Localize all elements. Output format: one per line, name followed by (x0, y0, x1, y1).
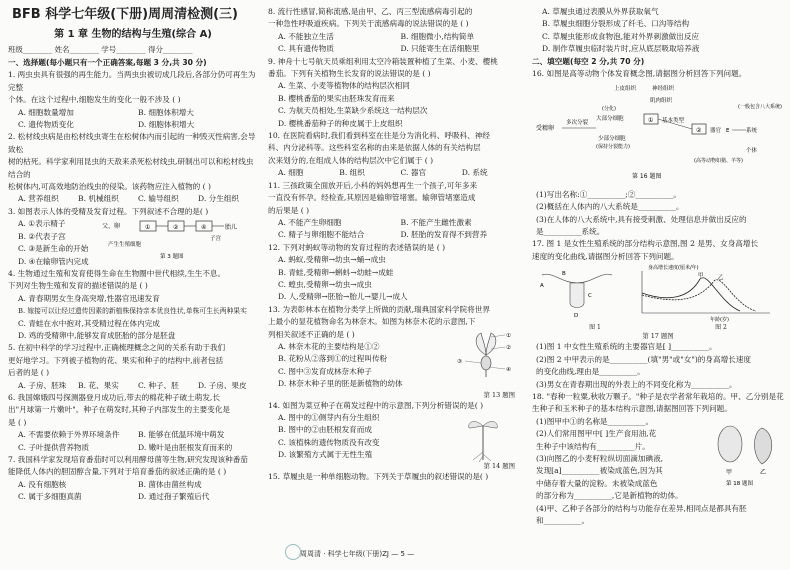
q5-stem: 5. 在初中科学的学习过程中,正确梳理概念之间的关系有助于我们 (8, 343, 226, 353)
q10-stem: 次来划分的,在组成人体的结构层次中它们属于 ( ) (268, 155, 434, 165)
q18-fill: 生种子中该结构有__________片。 (536, 441, 650, 451)
question-14 (268, 400, 523, 471)
q5-option: A. 子房、胚珠 (18, 380, 67, 390)
root-icon (473, 452, 491, 462)
q4-option: B. 嫁接可以让经过遗传因素的新植株保持亲本优良性状,单株可生长两种果实 (18, 307, 247, 316)
q14-option: C. 该植株的遗传物质没有改变 (278, 437, 380, 447)
q13-option: C. 图中③发育成林奈木种子 (278, 366, 372, 376)
q5-stem: 更好地学习。下列被子植物的花、果实和种子的结构中,前者包括 (8, 355, 224, 365)
q12-option: D. 人,受精卵→胚胎→胎儿→婴儿→成人 (278, 292, 408, 302)
q13-option: A. 林奈木花的主要结构是①② (278, 341, 380, 351)
q17-fill: (2)图 2 中甲表示的是__________(填"男"或"女")的身高增长速度 (536, 354, 751, 364)
q10-stem: 10. 在医院看病时,我们看到科室在往是分为消化科、呼吸科、神经 (268, 131, 490, 141)
q8-option: B. 细胞微小,结构简单 (400, 31, 475, 41)
q18-seed-diagram (712, 416, 782, 488)
q9-option: D. 樱桃番茄种子的种皮属于上皮组织 (278, 118, 403, 128)
series-line (642, 280, 756, 311)
q7-option: A. 没有细胞核 (18, 479, 67, 489)
leader-line (489, 367, 505, 369)
q9-option: B. 樱桃番茄的果实由胚珠发育而来 (278, 93, 395, 103)
q13-stem: 13. 为表彰林本在植物分类学上所做的贡献,瑞典国家科学院将世界 (268, 304, 490, 314)
question-17 (532, 238, 784, 390)
q3-option: C. ③是新生命的开始 (18, 244, 89, 254)
q7-stem: 7. 我国科学家发现培育番茄时可以利用酵母菌等生物,研究发现该种番茄 (8, 455, 248, 464)
q6-option: A. 不需要依赖于外界环境条件 (18, 430, 120, 440)
q8-stem: 一种急性呼吸道疾病。下列关于流感病毒的说法错误的是 ( ) (268, 19, 469, 29)
q17-fill: 的变化曲线,理由是__________。 (536, 367, 645, 377)
q13-label: ④ (506, 366, 511, 373)
q18-label: 乙 (760, 468, 767, 476)
ovary-icon (481, 356, 491, 370)
question-18 (532, 391, 784, 527)
q16-fill: 是__________系统。 (536, 227, 605, 237)
q14-caption: 第 14 题图 (483, 462, 515, 470)
q16-fill: (3)在人体的八大系统中,具有接受刺激、处理信息并做出反应的 (536, 214, 747, 224)
q16-label: 个体 (746, 148, 758, 155)
q17-fig2-chart (630, 263, 780, 323)
series-line (642, 278, 740, 311)
q13-stem: 列相关叙述不正确的是 ( ) (268, 329, 355, 339)
q17-series-label: 甲 (698, 273, 704, 280)
q3-caption: 第 3 题图 (160, 254, 184, 261)
q12-option: C. 蝗虫,受精卵→幼虫→成虫 (278, 279, 372, 289)
q12-stem: 12. 下列对蚂蚁等动物的发育过程的表述错误的是 ( ) (268, 242, 446, 252)
page-footer: 周周清 · 科学七年级(下册)ZJ — 5 — (300, 550, 415, 558)
question-9 (268, 56, 523, 130)
q18-fill: (4)甲、乙种子各部分的结构与功能存在差异,相同点是都具有胚 (536, 503, 747, 513)
q16-label: 多次分裂 (566, 120, 589, 127)
q2-option: D. 分生组织 (198, 194, 240, 204)
q13-caption: 第 13 题图 (483, 390, 515, 399)
leaf-icon (469, 422, 483, 428)
petal-icon (486, 333, 496, 355)
q11-option: D. 胚胎的发育得不到营养 (400, 230, 488, 240)
q12-option: B. 青蛙,受精卵→蝌蚪→幼蛙→成蛙 (278, 267, 394, 277)
q7-stem: 能降低人体内的胆固醇含量,下列对于培育番茄的叙述正确的是 ( ) (8, 467, 227, 477)
q10-option: B. 组织 (339, 168, 365, 178)
svg-text:②: ② (696, 127, 702, 135)
q4-stem: 下列对生物生殖和发育的描述错误的是 ( ) (8, 281, 148, 291)
q16-stem: 16. 如图是高等动物个体发育概念图,请据图分析回答下列问题。 (532, 69, 747, 79)
q3-label: 子宫 (210, 236, 222, 243)
q18-stem: 18. "春种一粒粟,秋收万颗子。"种子是农学者常年栽培的。甲、乙分别是花 (532, 391, 784, 401)
question-8 (268, 6, 523, 56)
chapter-title: 第 1 章 生物的结构与生殖(综合 A) (54, 29, 212, 40)
question-15-options (532, 6, 784, 56)
q16-label: (保持分裂能力) (596, 144, 630, 151)
leader-line (465, 361, 481, 363)
q15-stem: 15. 草履虫是一种单细胞动物。下列关于草履虫的叙述错误的是( ) (268, 472, 489, 481)
q3-label: 胎儿 (225, 224, 238, 232)
q17-axis-label: 年龄(岁) (710, 317, 729, 324)
q6-option: B. 能够在低温环境中萌发 (138, 430, 225, 440)
q18-caption: 第 18 题图 (726, 480, 753, 487)
q17-label: D (574, 313, 579, 320)
q6-option: D. 嫩叶是由胚根发育而来的 (138, 442, 233, 452)
q6-option: C. 子叶提供营养物质 (18, 442, 90, 452)
student-info: 班级________ 姓名________ 学号________ 得分________ (8, 45, 193, 54)
q18-label: 甲 (726, 468, 733, 476)
q1-option: B. 细胞体积增大 (138, 107, 194, 117)
q13-label: ② (506, 344, 511, 351)
q1-stem: 个体。在这个过程中,细胞发生的变化一般不涉及 ( ) (8, 95, 181, 105)
leaf-icon (483, 422, 497, 428)
q11-option: C. 精子与卵细胞不能结合 (278, 230, 365, 240)
q18-fill: 中储存着大量的淀粉。未被染成蓝色 (536, 478, 658, 488)
q16-label: 系统 (746, 128, 758, 135)
q16-concept-diagram (532, 80, 782, 184)
question-2 (8, 131, 258, 205)
q13-label: ③ (457, 358, 462, 365)
q13-option: D. 林奈木种子里的胚是新植物的幼体 (278, 379, 403, 389)
q3-option: D. ④在输卵管内完成 (18, 256, 89, 266)
q15-option: D. 制作草履虫临时装片时,应从底层吸取培养液 (542, 44, 700, 54)
q17-fill: (3)男女在青春期出现的外表上的不同变化称为__________。 (536, 379, 737, 389)
q7-option: D. 通过孢子繁殖后代 (138, 492, 210, 502)
corn-seed-icon (755, 428, 772, 464)
q16-fill: (1)写出名称:①__________;②__________。 (536, 189, 681, 199)
q3-stem: 3. 如图表示人体的受精及发育过程。下列叙述不合理的是( ) (8, 206, 209, 216)
q2-stem: 2. 松材线虫病是由松材线虫寄生在松树体内而引起的一种毁灭性病害,会导致松 (8, 132, 256, 154)
q1-option: A. 细胞数量增加 (18, 107, 74, 117)
q11-option: B. 不能产生雌性激素 (400, 217, 472, 227)
q13-stem: 上最小的显花植物命名为林奈木。如图为林奈木花的示意图,下 (268, 317, 476, 327)
q11-option: A. 不能产生卵细胞 (278, 217, 342, 227)
q10-option: C. 器官 (400, 168, 427, 178)
q16-label: 受精卵 (536, 125, 555, 133)
q10-option: D. 系统 (461, 168, 488, 178)
uterus-icon (542, 274, 612, 283)
q9-option: C. 为航天员相处,生菜缺少系统这一结构层次 (278, 106, 428, 116)
q9-stem: 番茄。下列有关植物生长发育的说法错误的是 ( ) (268, 69, 431, 79)
q7-option: C. 属于多细胞真菌 (18, 492, 82, 502)
petal-icon (476, 333, 486, 355)
question-5 (8, 342, 258, 392)
q16-label: (高等动物如猪、羊等) (694, 158, 743, 165)
q18-fill: 发现[a]__________被染成蓝色,因为其 (536, 466, 663, 476)
q17-fill: (1)图 1 中女性生殖系统的主要器官是[ ]__________。 (536, 342, 717, 352)
q18-fill: (3)向图乙的小麦籽粒纵切面滴加碘液, (536, 453, 664, 463)
q14-seedling-diagram (453, 412, 519, 462)
question-4 (8, 268, 258, 342)
q16-label: (一般包含八大系统) (738, 104, 782, 111)
q3-label: ② (173, 224, 179, 232)
q14-option: A. 图中的①侧芽内有分生组织 (278, 413, 380, 422)
q13-option: B. 花粉从②落到①的过程叫传粉 (278, 354, 388, 364)
q8-option: C. 具有遗传物质 (278, 44, 334, 54)
peanut-seed-icon (718, 426, 742, 462)
q15-option: C. 草履虫能形成食物泡,能对外界刺激做出反应 (542, 31, 700, 41)
q18-fill: 的部分称为__________,它是新植物的幼体。 (536, 491, 683, 501)
q17-fig1 (532, 263, 622, 323)
q10-option: A. 细胞 (278, 168, 304, 178)
publisher-logo-icon (285, 544, 301, 560)
q9-stem: 9. 神舟十七号航天员乘组利用太空冷箱装置种植了生菜、小麦、樱桃 (268, 56, 498, 66)
q4-stem: 4. 生物通过生殖和发育使得生命在生物圈中世代相续,生生不息。 (8, 268, 226, 278)
q2-option: B. 机械组织 (78, 194, 119, 204)
q8-stem: 8. 流行性感冒,简称流感,是由甲、乙、丙三型流感病毒引起的 (268, 7, 473, 16)
q11-stem: 一直没有怀孕。经检查,其原因是输卵管堵塞。输卵管堵塞造成 (268, 193, 476, 203)
q5-option: D. 子房、果皮 (198, 380, 247, 390)
q6-stem: 6. 我国嫦娥四号探测器登月成功后,带去的棉花种子破土萌发,长 (8, 392, 220, 402)
q4-option: A. 青春期男女生身高突增,性器官迅速发育 (18, 293, 160, 303)
q3-label: ① (145, 224, 151, 232)
uterus-icon (570, 283, 584, 308)
q2-stem: 松树体内,可高效地防治线虫的侵染。该药物应注入植物的 ( ) (8, 182, 212, 192)
section-2-heading: 二、填空题(每空 2 分,共 70 分) (532, 56, 645, 66)
q17-label: B (562, 271, 566, 278)
q6-stem: 出"月球第一片嫩叶"。种子在萌发时,其种子内部发生的主要变化是 (8, 405, 231, 415)
question-6 (8, 392, 258, 454)
question-13 (268, 304, 523, 400)
q17-caption: 第 17 题图 (642, 332, 674, 341)
q18-stem: 生种子和玉米种子的基本结构示意图,请据图回答下列问题。 (532, 404, 732, 414)
question-16 (532, 68, 784, 238)
q3-label: ④ (201, 224, 207, 232)
q18-fill: 和__________。 (536, 515, 590, 525)
q14-option: D. 该繁殖方式属于无性生殖 (278, 450, 373, 460)
q1-stem: 1. 两虫虫具有很强的再生能力。当两虫虫被切成几段后,各部分仍可再生为完整 (8, 70, 256, 92)
q1-option: D. 细胞体积增大 (138, 120, 195, 130)
section-1-heading: 一、选择题(每小题只有一个正确答案,每题 3 分,共 30 分) (8, 58, 207, 67)
q16-label: 基本类型 (662, 118, 685, 125)
q4-option: C. 青蛙在水中抱对,其受精过程在体内完成 (18, 318, 160, 328)
q3-label: 产生生殖细胞 (108, 242, 142, 249)
question-11 (268, 180, 523, 242)
q16-label: 少部分细胞 (598, 136, 626, 143)
q16-label: 器官 (710, 128, 722, 135)
q17-axis-label: 身高增长速度(厘米/年) (648, 265, 699, 272)
q15-option: A. 草履虫通过表膜从外界获取氧气 (542, 7, 659, 16)
q15-option: B. 草履虫细胞分裂形成了纤毛、口沟等结构 (542, 19, 690, 29)
q2-option: C. 输导组织 (138, 194, 179, 204)
question-1 (8, 69, 258, 131)
q7-option: B. 菌体由菌丝构成 (138, 479, 202, 489)
question-15 (268, 471, 523, 483)
question-12 (268, 242, 523, 304)
q14-option: B. 图中的②由胚根发育而成 (278, 425, 372, 435)
q6-stem: 是 ( ) (8, 417, 27, 427)
q5-stem: 后者的是 ( ) (8, 368, 50, 378)
q3-diagram (100, 218, 250, 260)
q8-option: A. 不能独立生活 (278, 31, 334, 41)
q17-series-label: 乙 (718, 275, 724, 282)
q14-stem: 14. 如图为菜豆种子在萌发过程中的示意图,下列分析错误的是( ) (268, 400, 484, 410)
q2-option: A. 营养组织 (18, 194, 59, 204)
q17-stem: 17. 图 1 是女性生殖系统的部分结构示意图,图 2 是男、女身高增长 (532, 239, 759, 249)
q8-option: D. 只能寄生在活细胞里 (400, 44, 480, 54)
q13-label: ① (506, 332, 511, 339)
q3-option: A. ①表示精子 (18, 219, 66, 229)
q11-stem: 11. 三孩政策全面放开后,小科的妈妈想再生一个孩子,可年多来 (268, 180, 478, 190)
q18-fill: (1)图甲中①的名称是__________。 (536, 416, 654, 426)
page-title: BFB 科学七年级(下册)周周清检测(三) (12, 7, 238, 22)
q2-stem: 树的枯死。科学家利用昆虫的天敌来杀死松材线虫,研制出可以和松材线虫结合的 (8, 157, 254, 179)
q16-label: 神经组织 (652, 86, 675, 93)
question-7 (8, 454, 258, 504)
column-3 (532, 6, 784, 527)
q10-stem: 科、内分泌科等。这些科室名称的由来是依据人体的有关结构层 (268, 143, 481, 153)
q16-fill: (2)概括在人体内的八大系统是__________。 (536, 202, 684, 212)
column-1 (8, 6, 258, 504)
q16-caption: 第 16 题图 (632, 173, 662, 181)
column-2 (268, 6, 523, 483)
q17-fig2-caption: 图 2 (715, 324, 727, 332)
q16-label: 上皮组织 (614, 86, 637, 93)
q12-option: A. 蚂蚁,受精卵→幼虫→蛹→成虫 (278, 255, 386, 265)
q4-option: D. 鸡的受精卵中,能够发育成胚胎的部分是胚盘 (18, 330, 176, 340)
q9-option: A. 生菜、小麦等植物体的结构层次相同 (278, 81, 410, 91)
q5-option: C. 种子、胚 (138, 380, 179, 390)
q1-option: C. 遗传物质变化 (18, 120, 74, 130)
q16-label: E (726, 128, 730, 135)
q17-label: C (588, 293, 592, 300)
q5-option: B. 花、果实 (78, 380, 119, 390)
q17-stem: 速度的变化曲线,请据图分析回答下列问题。 (532, 251, 679, 261)
q18-fill: (2)人们常用图甲中[ ]生产食用油,花 (536, 429, 657, 439)
q3-label: 父、卵 (102, 223, 121, 231)
q13-flower-diagram (453, 327, 519, 383)
svg-text:①: ① (648, 117, 654, 125)
q3-option: B. ②代表子宫 (18, 231, 66, 241)
question-10 (268, 130, 523, 180)
q11-stem: 的后果是 ( ) (268, 205, 310, 215)
q17-fig1-caption: 图 1 (589, 324, 601, 332)
q16-label: 大部分细胞 (596, 116, 624, 123)
q17-label: A (540, 283, 544, 290)
q16-label: (分化) (602, 106, 616, 113)
question-3 (8, 206, 258, 268)
q16-label: 肌肉组织 (650, 98, 673, 105)
